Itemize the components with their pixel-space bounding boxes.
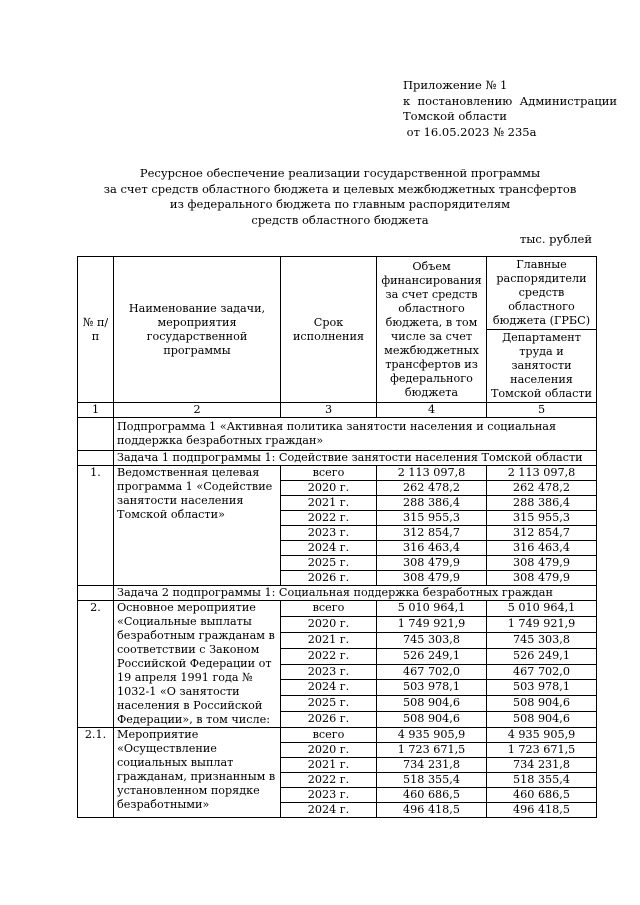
row-year: 2021 г. bbox=[281, 496, 377, 511]
row-volume: 508 904,6 bbox=[377, 696, 487, 712]
table-row bbox=[78, 728, 597, 743]
row-volume: 312 854,7 bbox=[377, 526, 487, 541]
row-year: всего bbox=[281, 601, 377, 617]
table-row bbox=[78, 466, 597, 481]
row-volume: 5 010 964,1 bbox=[377, 601, 487, 617]
appendix-line: Приложение № 1 bbox=[403, 78, 508, 92]
column-number: 3 bbox=[281, 403, 377, 418]
row-year: 2022 г. bbox=[281, 511, 377, 526]
row-name: Мероприятие «Осуществление социальных выплат гражданам, признанным в установленном порядке безработными» bbox=[114, 728, 281, 818]
row-grbs: 312 854,7 bbox=[487, 526, 597, 541]
row-volume: 503 978,1 bbox=[377, 680, 487, 696]
row-grbs: 467 702,0 bbox=[487, 664, 597, 680]
row-volume: 1 749 921,9 bbox=[377, 616, 487, 632]
row-volume: 460 686,5 bbox=[377, 788, 487, 803]
row-number: 2.1. bbox=[78, 728, 114, 818]
row-year: 2021 г. bbox=[281, 632, 377, 648]
row-number: 2. bbox=[78, 601, 114, 728]
appendix-line: Томской области bbox=[403, 109, 507, 123]
row-volume: 745 303,8 bbox=[377, 632, 487, 648]
row-year: 2023 г. bbox=[281, 526, 377, 541]
row-grbs: 288 386,4 bbox=[487, 496, 597, 511]
row-year: 2021 г. bbox=[281, 758, 377, 773]
row-year: 2022 г. bbox=[281, 773, 377, 788]
column-number: 4 bbox=[377, 403, 487, 418]
title-line: средств областного бюджета bbox=[251, 212, 429, 227]
row-volume: 467 702,0 bbox=[377, 664, 487, 680]
row-grbs: 308 479,9 bbox=[487, 571, 597, 586]
row-grbs: 1 749 921,9 bbox=[487, 616, 597, 632]
row-volume: 508 904,6 bbox=[377, 712, 487, 728]
row-volume: 288 386,4 bbox=[377, 496, 487, 511]
row-number: 1. bbox=[78, 466, 114, 586]
row-grbs: 508 904,6 bbox=[487, 696, 597, 712]
header-name: Наименование задачи, мероприятия государственной программы bbox=[114, 257, 281, 403]
row-volume: 734 231,8 bbox=[377, 758, 487, 773]
row-year: 2022 г. bbox=[281, 648, 377, 664]
title-line: за счет средств областного бюджета и целевых межбюджетных трансфертов bbox=[103, 181, 577, 196]
row-year: 2024 г. bbox=[281, 803, 377, 818]
row-grbs: 496 418,5 bbox=[487, 803, 597, 818]
row-year: 2023 г. bbox=[281, 664, 377, 680]
row-grbs: 745 303,8 bbox=[487, 632, 597, 648]
header-grbs: Главные распорядители средств областного бюджета (ГРБС) bbox=[487, 257, 597, 330]
document-title bbox=[80, 166, 600, 228]
row-year: 2020 г. bbox=[281, 481, 377, 496]
row-year: всего bbox=[281, 728, 377, 743]
row-volume: 308 479,9 bbox=[377, 556, 487, 571]
row-grbs: 4 935 905,9 bbox=[487, 728, 597, 743]
row-volume: 526 249,1 bbox=[377, 648, 487, 664]
row-volume: 262 478,2 bbox=[377, 481, 487, 496]
row-grbs: 316 463,4 bbox=[487, 541, 597, 556]
column-number: 2 bbox=[114, 403, 281, 418]
task-2-title: Задача 2 подпрограммы 1: Социальная поддержка безработных граждан bbox=[114, 586, 597, 601]
row-name: Ведомственная целевая программа 1 «Содействие занятости населения Томской области» bbox=[114, 466, 281, 586]
appendix-line: к постановлению Администрации bbox=[403, 93, 618, 108]
units-label: тыс. рублей bbox=[519, 232, 592, 246]
row-volume: 316 463,4 bbox=[377, 541, 487, 556]
row-grbs: 734 231,8 bbox=[487, 758, 597, 773]
row-grbs: 460 686,5 bbox=[487, 788, 597, 803]
row-volume: 315 955,3 bbox=[377, 511, 487, 526]
resource-table bbox=[77, 256, 597, 818]
header-grbs-department: Департамент труда и занятости населения Томской области bbox=[487, 330, 597, 403]
row-grbs: 315 955,3 bbox=[487, 511, 597, 526]
row-grbs: 1 723 671,5 bbox=[487, 743, 597, 758]
row-year: 2024 г. bbox=[281, 541, 377, 556]
row-volume: 496 418,5 bbox=[377, 803, 487, 818]
appendix-block bbox=[403, 78, 617, 140]
row-year: 2025 г. bbox=[281, 696, 377, 712]
column-number: 1 bbox=[78, 403, 114, 418]
row-name: Основное мероприятие «Социальные выплаты безработным гражданам в соответствии с Законом Российской Федерации от 19 апреля 1991 года № 1032-1 «О занятости населения в Российской Федерации», в том числе: bbox=[114, 601, 281, 728]
row-year: 2023 г. bbox=[281, 788, 377, 803]
row-year: 2025 г. bbox=[281, 556, 377, 571]
row-volume: 308 479,9 bbox=[377, 571, 487, 586]
row-volume: 1 723 671,5 bbox=[377, 743, 487, 758]
table-row bbox=[78, 601, 597, 617]
row-grbs: 526 249,1 bbox=[487, 648, 597, 664]
title-line: из федерального бюджета по главным распорядителям bbox=[169, 197, 511, 211]
header-volume: Объем финансирования за счет средств областного бюджета, в том числе за счет межбюджетных трансфертов из федерального бюджета bbox=[377, 257, 487, 403]
header-number: № п/п bbox=[78, 257, 114, 403]
row-grbs: 518 355,4 bbox=[487, 773, 597, 788]
row-volume: 518 355,4 bbox=[377, 773, 487, 788]
subprogram-title: Подпрограмма 1 «Активная политика занятости населения и социальная поддержка безработных граждан» bbox=[114, 418, 597, 451]
row-year: 2020 г. bbox=[281, 616, 377, 632]
row-year: 2026 г. bbox=[281, 712, 377, 728]
row-grbs: 262 478,2 bbox=[487, 481, 597, 496]
row-grbs: 5 010 964,1 bbox=[487, 601, 597, 617]
column-number: 5 bbox=[487, 403, 597, 418]
row-year: 2024 г. bbox=[281, 680, 377, 696]
row-volume: 2 113 097,8 bbox=[377, 466, 487, 481]
header-term: Срок исполнения bbox=[281, 257, 377, 403]
appendix-line: от 16.05.2023 № 235а bbox=[403, 124, 537, 139]
row-year: 2020 г. bbox=[281, 743, 377, 758]
row-grbs: 308 479,9 bbox=[487, 556, 597, 571]
row-volume: 4 935 905,9 bbox=[377, 728, 487, 743]
row-year: 2026 г. bbox=[281, 571, 377, 586]
title-line: Ресурсное обеспечение реализации государственной программы bbox=[139, 166, 541, 180]
row-year: всего bbox=[281, 466, 377, 481]
row-grbs: 508 904,6 bbox=[487, 712, 597, 728]
row-grbs: 503 978,1 bbox=[487, 680, 597, 696]
task-1-title: Задача 1 подпрограммы 1: Содействие занятости населения Томской области bbox=[114, 451, 597, 466]
row-grbs: 2 113 097,8 bbox=[487, 466, 597, 481]
